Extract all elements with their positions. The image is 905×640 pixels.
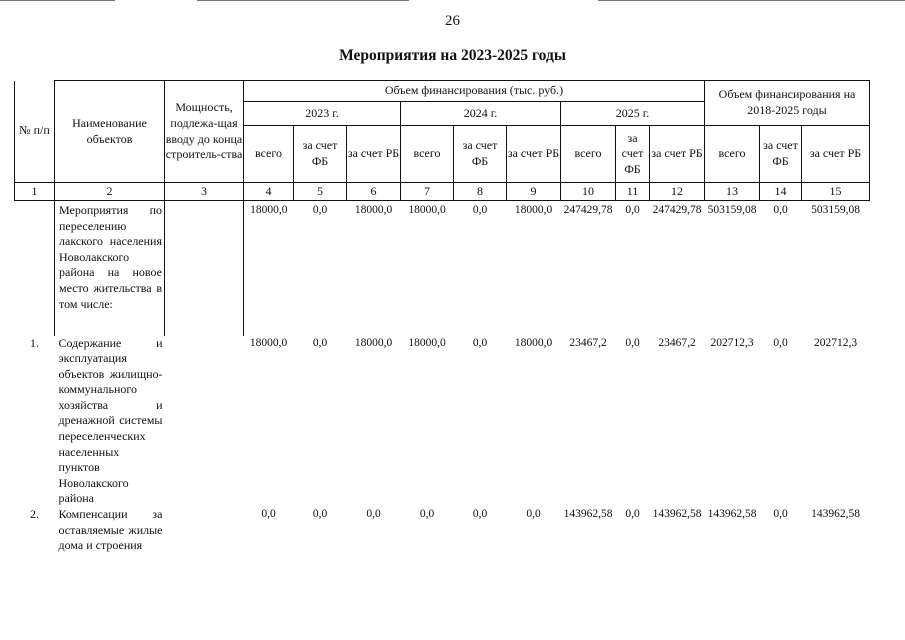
cell-value: 0,0 xyxy=(773,204,788,216)
header-sub-total: всего xyxy=(705,126,760,183)
cell-value: 18000,0 xyxy=(250,204,288,216)
page-top-edge xyxy=(0,0,905,2)
row-name: Мероприятия по переселению лакского населения Новолакского района на новое место жительства в том числе: xyxy=(55,201,165,336)
cell-value: 18000,0 xyxy=(514,336,553,349)
cell-value: 18000,0 xyxy=(354,336,393,349)
column-number: 11 xyxy=(616,183,650,201)
row-name: Компенсации за оставляемые жилые дома и строения xyxy=(58,507,163,553)
cell-value: 0,0 xyxy=(312,204,328,216)
cell-value: 0,0 xyxy=(472,508,488,521)
cell-value: 23467,2 xyxy=(658,336,696,349)
column-number: 8 xyxy=(454,183,507,201)
column-number: 1 xyxy=(15,183,55,201)
cell-value: 0,0 xyxy=(472,336,488,349)
page-top-edge-segment xyxy=(197,0,409,1)
header-sub-total: всего xyxy=(561,126,616,183)
cell-value: 0,0 xyxy=(625,508,640,521)
cell-value: 0,0 xyxy=(625,336,640,349)
header-sub-fb: за счет ФБ xyxy=(760,126,802,183)
header-sub-total: всего xyxy=(401,126,454,183)
column-number: 15 xyxy=(802,183,870,201)
row-index: 2. xyxy=(30,507,39,522)
cell-value: 143962,58 xyxy=(563,508,613,521)
header-sub-fb: за счет ФБ xyxy=(294,126,347,183)
header-sub-total: всего xyxy=(244,126,294,183)
cell-value: 0,0 xyxy=(312,336,328,349)
column-number: 14 xyxy=(760,183,802,201)
page-top-edge-segment xyxy=(0,0,115,1)
cell-value: 18000,0 xyxy=(408,204,446,216)
row-capacity xyxy=(165,507,244,577)
table-row xyxy=(15,201,870,336)
cell-value: 202712,3 xyxy=(710,336,754,349)
column-number: 12 xyxy=(650,183,705,201)
column-number: 7 xyxy=(401,183,454,201)
header-year-2024: 2024 г. xyxy=(401,102,561,126)
cell-value: 247429,78 xyxy=(563,204,613,216)
header-sub-fb: за счет ФБ xyxy=(454,126,507,183)
column-number: 5 xyxy=(294,183,347,201)
cell-value: 0,0 xyxy=(773,508,788,521)
column-number: 6 xyxy=(347,183,401,201)
document-title: Мероприятия на 2023-2025 годы xyxy=(339,47,566,64)
cell-value: 0,0 xyxy=(366,508,381,521)
header-number: № п/п xyxy=(15,81,55,183)
row-name: Содержание и эксплуатация объектов жилищно-коммунального хозяйства и дренажной системы переселенческих населенных пунктов Новолакского района xyxy=(58,335,163,506)
cell-value: 143962,58 xyxy=(707,508,757,521)
cell-value: 0,0 xyxy=(419,508,435,521)
cell-value: 202712,3 xyxy=(813,336,858,349)
page-top-edge-segment xyxy=(598,0,905,1)
cell-value: 143962,58 xyxy=(652,508,702,521)
column-number: 10 xyxy=(561,183,616,201)
cell-value: 0,0 xyxy=(472,204,488,216)
cell-value: 247429,78 xyxy=(652,204,702,216)
row-index: 1. xyxy=(30,335,39,350)
cell-value: 18000,0 xyxy=(408,336,446,349)
header-financing: Объем финансирования (тыс. руб.) xyxy=(244,81,705,102)
cell-value: 0,0 xyxy=(312,508,328,521)
column-number: 2 xyxy=(55,183,165,201)
cell-value: 0,0 xyxy=(526,508,541,521)
header-year-2023: 2023 г. xyxy=(244,102,401,126)
header-year-2025: 2025 г. xyxy=(561,102,705,126)
header-sub-fb: за счет ФБ xyxy=(616,126,650,183)
cell-value: 0,0 xyxy=(625,204,640,216)
row-capacity xyxy=(165,201,244,336)
column-number: 3 xyxy=(165,183,244,201)
cell-value: 18000,0 xyxy=(514,204,553,216)
page-number: 26 xyxy=(445,13,460,29)
header-sub-rb: за счет РБ xyxy=(347,126,401,183)
row-capacity xyxy=(165,336,244,508)
financing-table xyxy=(14,80,870,577)
header-financing-total: Объем финансирования на 2018-2025 годы xyxy=(705,81,870,126)
header-name: Наименование объектов xyxy=(55,81,165,183)
header-sub-rb: за счет РБ xyxy=(507,126,561,183)
cell-value: 503159,08 xyxy=(707,204,757,216)
cell-value: 18000,0 xyxy=(249,336,288,349)
column-number: 4 xyxy=(244,183,294,201)
table-row xyxy=(15,336,870,508)
cell-value: 23467,2 xyxy=(569,336,607,349)
cell-value: 143962,58 xyxy=(811,508,860,521)
header-sub-rb: за счет РБ xyxy=(802,126,870,183)
cell-value: 18000,0 xyxy=(354,204,393,216)
cell-value: 503159,08 xyxy=(811,204,860,216)
column-number-row xyxy=(15,183,870,201)
header-capacity: Мощность, подлежа-щая вводу до конца строитель-ства xyxy=(165,81,244,183)
cell-value: 0,0 xyxy=(261,508,276,521)
cell-value: 0,0 xyxy=(773,336,788,349)
column-number: 9 xyxy=(507,183,561,201)
header-sub-rb: за счет РБ xyxy=(650,126,705,183)
row-index xyxy=(15,201,55,336)
table-row xyxy=(15,507,870,577)
column-number: 13 xyxy=(705,183,760,201)
